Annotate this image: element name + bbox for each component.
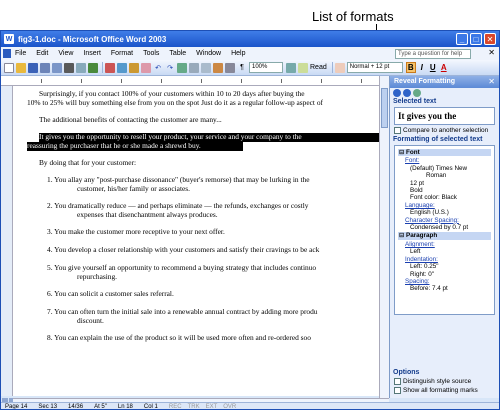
selected-line: reassuring the purchaser that he or she made a shrewd buy.: [27, 142, 243, 151]
list-item-cont: expenses that disenchantment always produces.: [77, 210, 218, 219]
print-preview-icon[interactable]: [76, 63, 86, 73]
styles-icon[interactable]: [335, 63, 345, 73]
minimize-button[interactable]: _: [456, 33, 468, 45]
undo-icon[interactable]: ↶: [155, 64, 161, 72]
status-pages: 14/36: [68, 404, 84, 410]
list-item: 1. You allay any "post-purchase dissonance" (buyer's remorse) that may be lurking in the: [47, 175, 310, 184]
selected-text-label: Selected text: [393, 98, 437, 105]
status-trk[interactable]: TRK: [187, 404, 200, 410]
forward-icon[interactable]: [403, 89, 411, 97]
word-window: [0, 30, 500, 410]
permission-icon[interactable]: [40, 63, 50, 73]
menu-window[interactable]: Window: [196, 50, 222, 57]
font-value: (Default) Times New: [410, 164, 468, 172]
alignment-value: Left: [410, 248, 421, 256]
callout-label: List of formats: [312, 9, 394, 24]
open-folder-icon[interactable]: [16, 63, 26, 73]
help-search-input[interactable]: Type a question for help: [395, 49, 471, 59]
options-label: Options: [393, 369, 420, 376]
zoom-select[interactable]: 100%: [249, 62, 283, 73]
menu-bar: [1, 47, 499, 60]
distinguish-label: Distinguish style source: [403, 378, 472, 385]
menu-view[interactable]: View: [58, 50, 74, 57]
vertical-scrollbar[interactable]: [379, 76, 389, 398]
char-spacing-value: Condensed by 0.7 pt: [410, 224, 469, 232]
list-item: 2. You dramatically reduce — and perhaps eliminate — the refunds, exchanges or costly: [47, 201, 309, 210]
pane-title: Reveal Formatting: [390, 76, 499, 88]
style-select[interactable]: Normal + 12 pt: [347, 62, 403, 73]
list-item: 6. You can solicit a customer sales referral.: [47, 289, 174, 298]
status-rec[interactable]: REC: [168, 404, 182, 410]
home-icon[interactable]: [413, 89, 421, 97]
menu-file[interactable]: File: [15, 50, 27, 57]
document-page[interactable]: [13, 86, 379, 396]
redo-icon[interactable]: ↷: [167, 64, 173, 72]
spelling-icon[interactable]: [88, 63, 98, 73]
menu-help[interactable]: Help: [231, 50, 246, 57]
status-at: At 5": [94, 404, 107, 410]
close-button[interactable]: ✕: [484, 33, 496, 45]
back-icon[interactable]: [393, 89, 401, 97]
word-icon: W: [5, 35, 13, 43]
vertical-ruler[interactable]: [1, 86, 13, 396]
save-icon[interactable]: [28, 63, 38, 73]
menu-insert[interactable]: Insert: [83, 50, 101, 57]
list-item: 7. You can often turn the initial sale into a renewable annual contract by adding more produ: [47, 307, 318, 316]
spacing-link[interactable]: Spacing:: [405, 277, 430, 285]
status-ext[interactable]: EXT: [205, 404, 218, 410]
indentation-link[interactable]: Indentation:: [405, 255, 438, 263]
status-ovr[interactable]: OVR: [223, 404, 237, 410]
alignment-link[interactable]: Alignment:: [405, 240, 435, 248]
list-item-cont: discount.: [77, 316, 104, 325]
distinguish-checkbox[interactable]: [394, 378, 401, 385]
menu-table[interactable]: Table: [169, 50, 187, 57]
maximize-button[interactable]: □: [470, 33, 482, 45]
drawing-icon[interactable]: [213, 63, 223, 73]
reveal-formatting-pane: [389, 76, 499, 398]
status-page: Page 14: [5, 404, 28, 410]
document-map-icon[interactable]: [225, 63, 235, 73]
font-value: 12 pt: [410, 179, 425, 187]
list-item-cont: repurchasing.: [77, 272, 118, 281]
compare-checkbox[interactable]: [394, 127, 401, 134]
font-value: Roman: [426, 172, 447, 180]
compare-label: Compare to another selection: [403, 127, 489, 134]
doc-line: Surprisingly, if you contact 100% of your customers within 10 to 20 days after buying the: [39, 89, 305, 98]
font-value: Font color: Black: [410, 194, 457, 202]
paste-icon[interactable]: [129, 63, 139, 73]
doc-line: By doing that for your customer:: [39, 158, 137, 167]
read-icon[interactable]: [298, 63, 308, 73]
window-title: fig3-1.doc - Microsoft Office Word 2003: [18, 34, 167, 44]
list-item: 5. You give yourself an opportunity to recommend a buying strategy that includes continuo: [47, 263, 317, 272]
cut-icon[interactable]: [105, 63, 115, 73]
status-line: Ln 18: [117, 404, 133, 410]
italic-button[interactable]: I: [420, 63, 423, 72]
horizontal-ruler[interactable]: [1, 76, 389, 86]
menu-tools[interactable]: Tools: [143, 50, 160, 57]
copy-icon[interactable]: [117, 63, 127, 73]
indent-left: Left: 0.25": [410, 263, 439, 271]
formatting-label: Formatting of selected text: [393, 136, 483, 143]
char-spacing-link[interactable]: Character Spacing:: [405, 216, 459, 224]
read-button[interactable]: Read: [310, 64, 327, 71]
doc-line: 10% to 25% will buy something else from you on the spot Just do it as a regular follow-up aspect of: [27, 98, 323, 107]
toolbar: [1, 60, 499, 76]
new-document-icon[interactable]: [4, 63, 14, 73]
columns-icon[interactable]: [201, 63, 211, 73]
list-item: 3. You make the customer more receptive to your next offer.: [47, 227, 225, 236]
selected-text-preview[interactable]: It gives you the: [394, 107, 495, 125]
scroll-thumb[interactable]: [381, 88, 388, 128]
document-close-icon[interactable]: ✕: [488, 48, 495, 57]
list-item-cont: customer, his/her family or associates.: [77, 184, 190, 193]
title-bar: [1, 31, 499, 47]
font-value: Bold: [410, 187, 423, 195]
doc-line: The additional benefits of contacting the customer are many...: [39, 115, 222, 124]
bold-button[interactable]: B: [406, 62, 416, 73]
print-icon[interactable]: [64, 63, 74, 73]
selected-line: It gives you the opportunity to resell your product, your service and your company to the: [39, 133, 379, 142]
spacing-before: Before: 7.4 pt: [410, 285, 448, 293]
list-item: 8. You can explain the use of the product so it will be used more often and re-ordered soo: [47, 333, 311, 342]
table-icon[interactable]: [189, 63, 199, 73]
formatting-list[interactable]: ⊟ Font Font: (Default) Times New Roman 12 pt Bold Font color: Black Language: English (U.S.) Character Spacing: Condensed by 0.7 pt ⊟ Paragraph Alignment: Left Indentation: Left: 0.25" Right: 0" Spacing: Before: 7.4 pt: [394, 145, 495, 315]
paragraph-section[interactable]: Paragraph: [406, 232, 438, 240]
font-color-button[interactable]: A: [440, 63, 447, 72]
hyperlink-icon[interactable]: [177, 63, 187, 73]
show-marks-checkbox[interactable]: [394, 387, 401, 394]
language-value: English (U.S.): [410, 209, 449, 217]
status-col: Col 1: [143, 404, 158, 410]
document-icon[interactable]: [3, 49, 11, 58]
indent-right: Right: 0": [410, 270, 434, 278]
underline-button[interactable]: U: [429, 63, 436, 72]
help-icon[interactable]: [286, 63, 296, 73]
list-item: 4. You develop a closer relationship with your customers and satisfy their cravings to be ack: [47, 245, 320, 254]
font-link[interactable]: Font:: [405, 157, 420, 165]
email-icon[interactable]: [52, 63, 62, 73]
show-marks-label: Show all formatting marks: [403, 387, 478, 394]
menu-edit[interactable]: Edit: [36, 50, 49, 57]
menu-format[interactable]: Format: [110, 50, 134, 57]
pane-close-icon[interactable]: ✕: [488, 77, 495, 86]
status-bar: [1, 402, 499, 410]
format-painter-icon[interactable]: [141, 63, 151, 73]
language-link[interactable]: Language:: [405, 201, 435, 209]
status-section: Sec 13: [38, 404, 58, 410]
font-section[interactable]: Font: [406, 149, 420, 156]
show-hide-icon[interactable]: ¶: [240, 64, 244, 71]
